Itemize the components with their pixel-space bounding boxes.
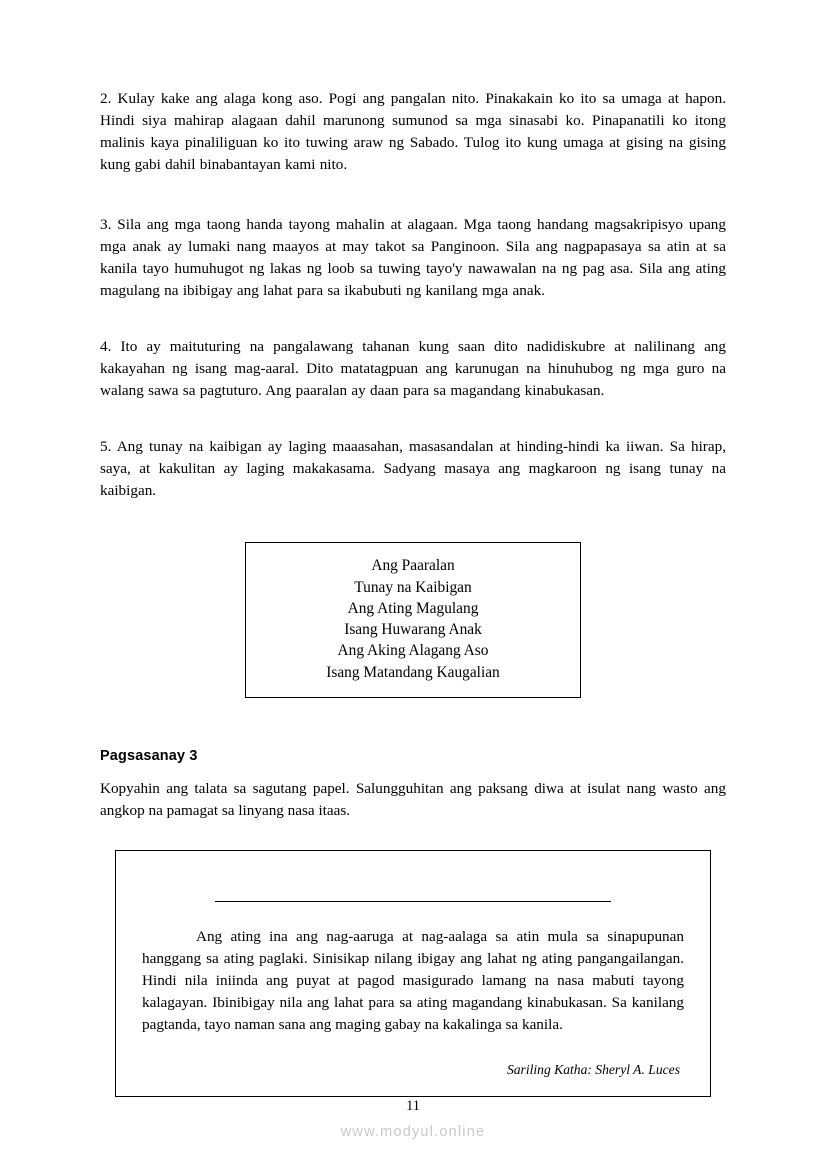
answer-choice: Ang Ating Magulang — [347, 599, 479, 617]
passage-text: Ang ating ina ang nag-aaruga at nag-aalaga sa atin mula sa sinapupunan hanggang sa ating paglaki. Sinisikap nilang ibigay ang lahat ng ating pangangailangan. Hindi nila iniinda ang puyat at pagod masigurado lamang na nasa mabuti tayong kalagayan. Ibinibigay nila ang lahat para sa ating magandang kinabukasan. Sa kanilang pagtanda, tayo naman sana ang maging gabay na kakalinga sa kanila. — [142, 928, 684, 1034]
exercise-instructions: Kopyahin ang talata sa sagutang papel. Salungguhitan ang paksang diwa at isulat nang wasto ang angkop na pamagat sa linyang nasa itaas. — [100, 779, 726, 819]
watermark: www.modyul.online — [340, 1124, 486, 1140]
paragraph-2: 2. Kulay kake ang alaga kong aso. Pogi ang pangalan nito. Pinakakain ko ito sa umaga at hapon. Hindi siya mahirap alagaan dahil marunong sumunod sa mga sinasabi ko. Pinapanatili ko itong malinis kaya pinaliliguan ko ito tuwing araw ng Sabado. Tulog ito kung umaga at gising na gising kung gabi dahil binabantayan kami nito. — [100, 90, 726, 174]
passage-attribution: Sariling Katha: Sheryl A. Luces — [506, 1062, 680, 1078]
answer-choice: Isang Matandang Kaugalian — [326, 663, 500, 681]
answer-choice: Ang Paaralan — [371, 557, 455, 575]
answer-choice: Ang Aking Alagang Aso — [337, 642, 489, 660]
answer-choices-box — [245, 542, 581, 698]
paragraph-3: 3. Sila ang mga taong handa tayong mahalin at alagaan. Mga taong handang magsakripisyo upang mga anak ay lumaki nang maayos at may takot sa Panginoon. Sila ang nagpapasaya sa atin at sa kanila tayo humuhugot ng lakas ng loob sa tuwing tayo'y nawawalan na ng pag asa. Sila ang ating magulang na ibibigay ang lahat para sa ikabubuti ng kanilang mga anak. — [100, 216, 726, 300]
answer-choice: Tunay na Kaibigan — [354, 578, 472, 596]
passage-box — [115, 850, 711, 1097]
answer-choice: Isang Huwarang Anak — [344, 621, 482, 639]
title-blank-line[interactable] — [215, 887, 611, 902]
paragraph-4: 4. Ito ay maituturing na pangalawang tahanan kung saan dito nadidiskubre at nalilinang ang kakayahan ng isang mag-aaral. Dito matatagpuan ang karunugan na hinuhubog ng mga guro na walang sawa sa pagtuturo. Ang paaralan ay daan para sa magandang kinabukasan. — [100, 338, 726, 400]
paragraph-5: 5. Ang tunay na kaibigan ay laging maaasahan, masasandalan at hinding-hindi ka iiwan. Sa hirap, saya, at kakulitan ay laging makakasama. Sadyang masaya ang magkaroon ng isang tunay na kaibigan. — [100, 438, 726, 500]
exercise-title: Pagsasanay 3 — [100, 747, 198, 764]
page-number: 11 — [406, 1098, 420, 1114]
